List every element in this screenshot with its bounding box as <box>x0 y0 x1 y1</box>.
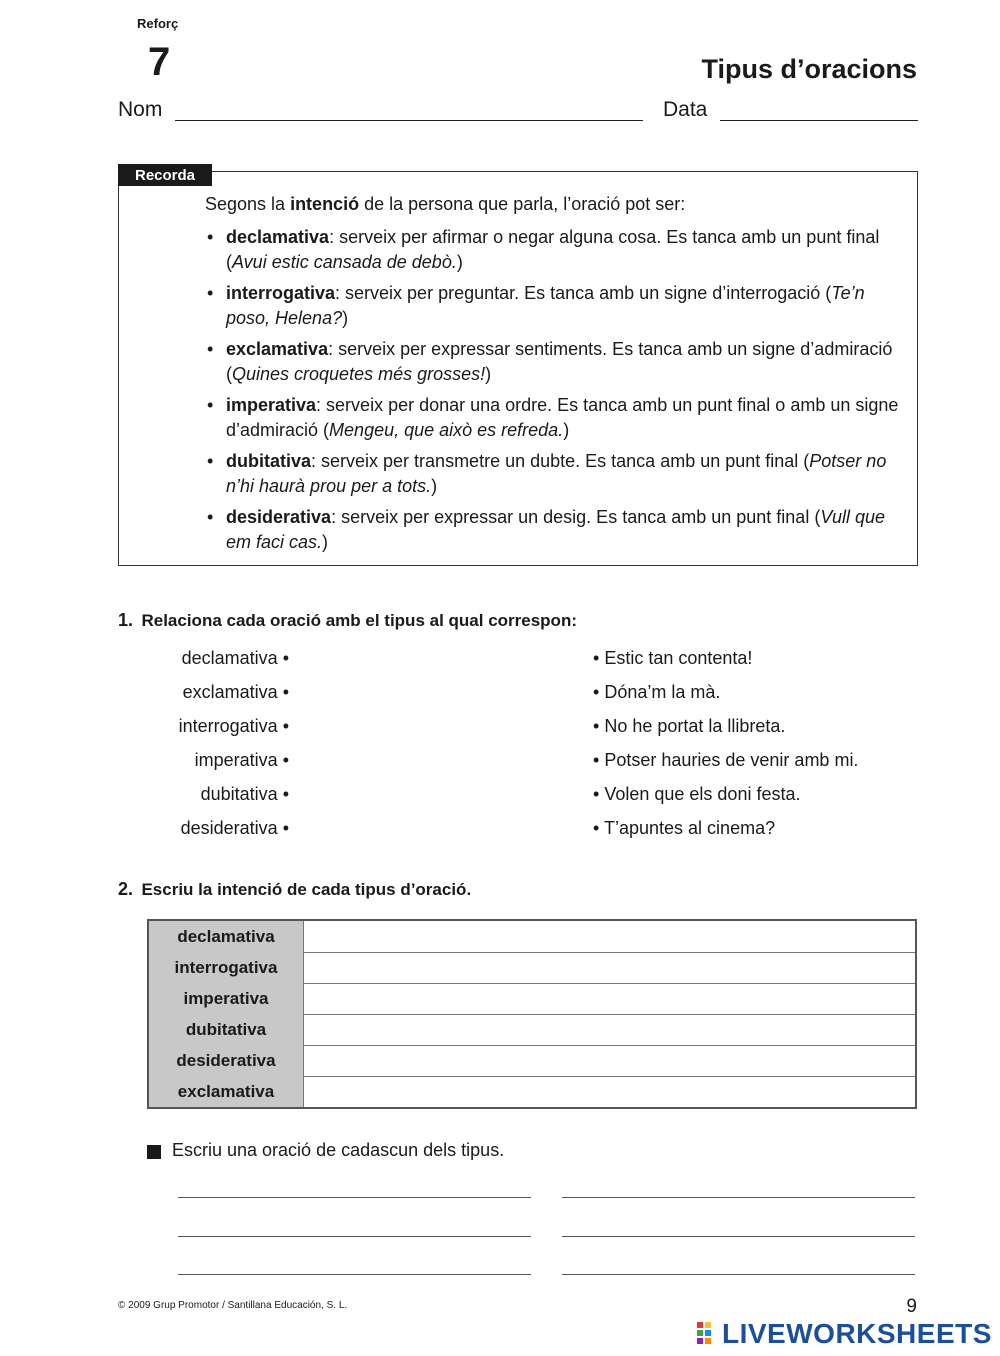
answer-line[interactable] <box>562 1197 915 1198</box>
name-label: Nom <box>118 98 163 121</box>
answer-cell[interactable] <box>304 952 915 983</box>
match-left-item[interactable]: dubitativa • <box>200 784 289 804</box>
table-row <box>149 952 915 984</box>
unit-number: 7 <box>148 40 171 84</box>
match-dot-icon[interactable]: • <box>593 648 600 668</box>
bullet-icon: • <box>207 339 214 359</box>
recorda-item-text: imperativa: serveix per donar una ordre. Es tanca amb un punt final o amb un signe d’admiració (Mengeu, que això es refreda.) <box>226 395 899 440</box>
answer-cell[interactable] <box>304 983 915 1014</box>
bullet-icon: • <box>207 451 214 471</box>
recorda-item-text: exclamativa: serveix per expressar sentiments. Es tanca amb un signe d’admiració (Quines croquetes més grosses!) <box>226 339 893 384</box>
date-label: Data <box>663 98 708 121</box>
match-dot-icon[interactable]: • <box>282 648 289 668</box>
table-row <box>149 1014 915 1046</box>
sub-instruction: Escriu una oració de cadascun dels tipus. <box>172 1140 505 1160</box>
exercise-1-heading <box>118 610 577 631</box>
answer-line[interactable] <box>178 1236 531 1237</box>
match-right-item[interactable]: • T’apuntes al cinema? <box>593 818 776 838</box>
match-dot-icon[interactable]: • <box>282 750 289 770</box>
match-dot-icon[interactable]: • <box>282 818 289 838</box>
match-dot-icon[interactable]: • <box>593 818 600 838</box>
recorda-item-text: dubitativa: serveix per transmetre un dubte. Es tanca amb un punt final (Potser no n’hi haurà prou per a tots.) <box>226 451 887 496</box>
row-label: desiderativa <box>149 1045 304 1076</box>
brand-logo: LIVEWORKSHEETS <box>722 1318 992 1349</box>
match-left-item[interactable]: imperativa • <box>194 750 289 770</box>
table-row <box>149 1076 915 1107</box>
answer-line[interactable] <box>178 1274 531 1275</box>
bullet-square-icon <box>147 1145 161 1159</box>
table-row <box>149 1045 915 1077</box>
recorda-item-text: desiderativa: serveix per expressar un desig. Es tanca amb un punt final (Vull que em faci cas.) <box>226 507 886 552</box>
recorda-item-text: interrogativa: serveix per preguntar. Es tanca amb un signe d’interrogació (Te’n poso, Helena?) <box>226 283 865 328</box>
answer-cell[interactable] <box>304 921 915 952</box>
match-right-item[interactable]: • Volen que els doni festa. <box>593 784 801 804</box>
name-field[interactable] <box>175 120 643 121</box>
match-dot-icon[interactable]: • <box>593 784 600 804</box>
match-dot-icon[interactable]: • <box>282 716 289 736</box>
match-dot-icon[interactable]: • <box>282 682 289 702</box>
exercise-instruction: Relaciona cada oració amb el tipus al qual correspon: <box>141 611 577 630</box>
match-dot-icon[interactable]: • <box>593 682 600 702</box>
page-title: Tipus d’oracions <box>701 54 917 84</box>
copyright: © 2009 Grup Promotor / Santillana Educación, S. L. <box>118 1300 348 1311</box>
exercise-2-heading <box>118 879 471 900</box>
match-left-item[interactable]: declamativa • <box>181 648 289 668</box>
answer-line[interactable] <box>562 1236 915 1237</box>
exercise-instruction: Escriu la intenció de cada tipus d’oració. <box>141 880 472 899</box>
match-left-item[interactable]: exclamativa • <box>182 682 289 702</box>
recorda-tag: Recorda <box>118 164 212 186</box>
recorda-item-text: declamativa: serveix per afirmar o negar alguna cosa. Es tanca amb un punt final (Avui estic cansada de debò.) <box>226 227 880 272</box>
answer-cell[interactable] <box>304 1014 915 1045</box>
bullet-icon: • <box>207 283 214 303</box>
match-dot-icon[interactable]: • <box>593 716 600 736</box>
row-label: interrogativa <box>149 952 304 983</box>
row-label: dubitativa <box>149 1014 304 1045</box>
answer-line[interactable] <box>178 1197 531 1198</box>
match-dot-icon[interactable]: • <box>593 750 600 770</box>
answer-cell[interactable] <box>304 1076 915 1107</box>
table-row <box>149 983 915 1015</box>
match-right-item[interactable]: • Potser hauries de venir amb mi. <box>593 750 859 770</box>
intention-table <box>147 919 917 1109</box>
match-left-item[interactable]: interrogativa • <box>178 716 289 736</box>
match-left-item[interactable]: desiderativa • <box>180 818 289 838</box>
recorda-intro: Segons la intenció de la persona que parla, l’oració pot ser: <box>205 194 686 214</box>
bullet-icon: • <box>207 227 214 247</box>
bullet-icon: • <box>207 507 214 527</box>
row-label: exclamativa <box>149 1076 304 1107</box>
exercise-number: 2. <box>118 879 134 899</box>
liveworksheets-logo-icon <box>697 1322 719 1346</box>
match-right-item[interactable]: • Estic tan contenta! <box>593 648 753 668</box>
bullet-icon: • <box>207 395 214 415</box>
answer-cell[interactable] <box>304 1045 915 1076</box>
row-label: declamativa <box>149 921 304 952</box>
row-label: imperativa <box>149 983 304 1014</box>
table-row <box>149 921 915 953</box>
answer-line[interactable] <box>562 1274 915 1275</box>
date-field[interactable] <box>720 120 918 121</box>
match-right-item[interactable]: • Dóna’m la mà. <box>593 682 721 702</box>
match-right-item[interactable]: • No he portat la llibreta. <box>593 716 786 736</box>
match-dot-icon[interactable]: • <box>282 784 289 804</box>
exercise-number: 1. <box>118 610 134 630</box>
section-label: Reforç <box>137 16 179 31</box>
page-number: 9 <box>906 1296 917 1317</box>
